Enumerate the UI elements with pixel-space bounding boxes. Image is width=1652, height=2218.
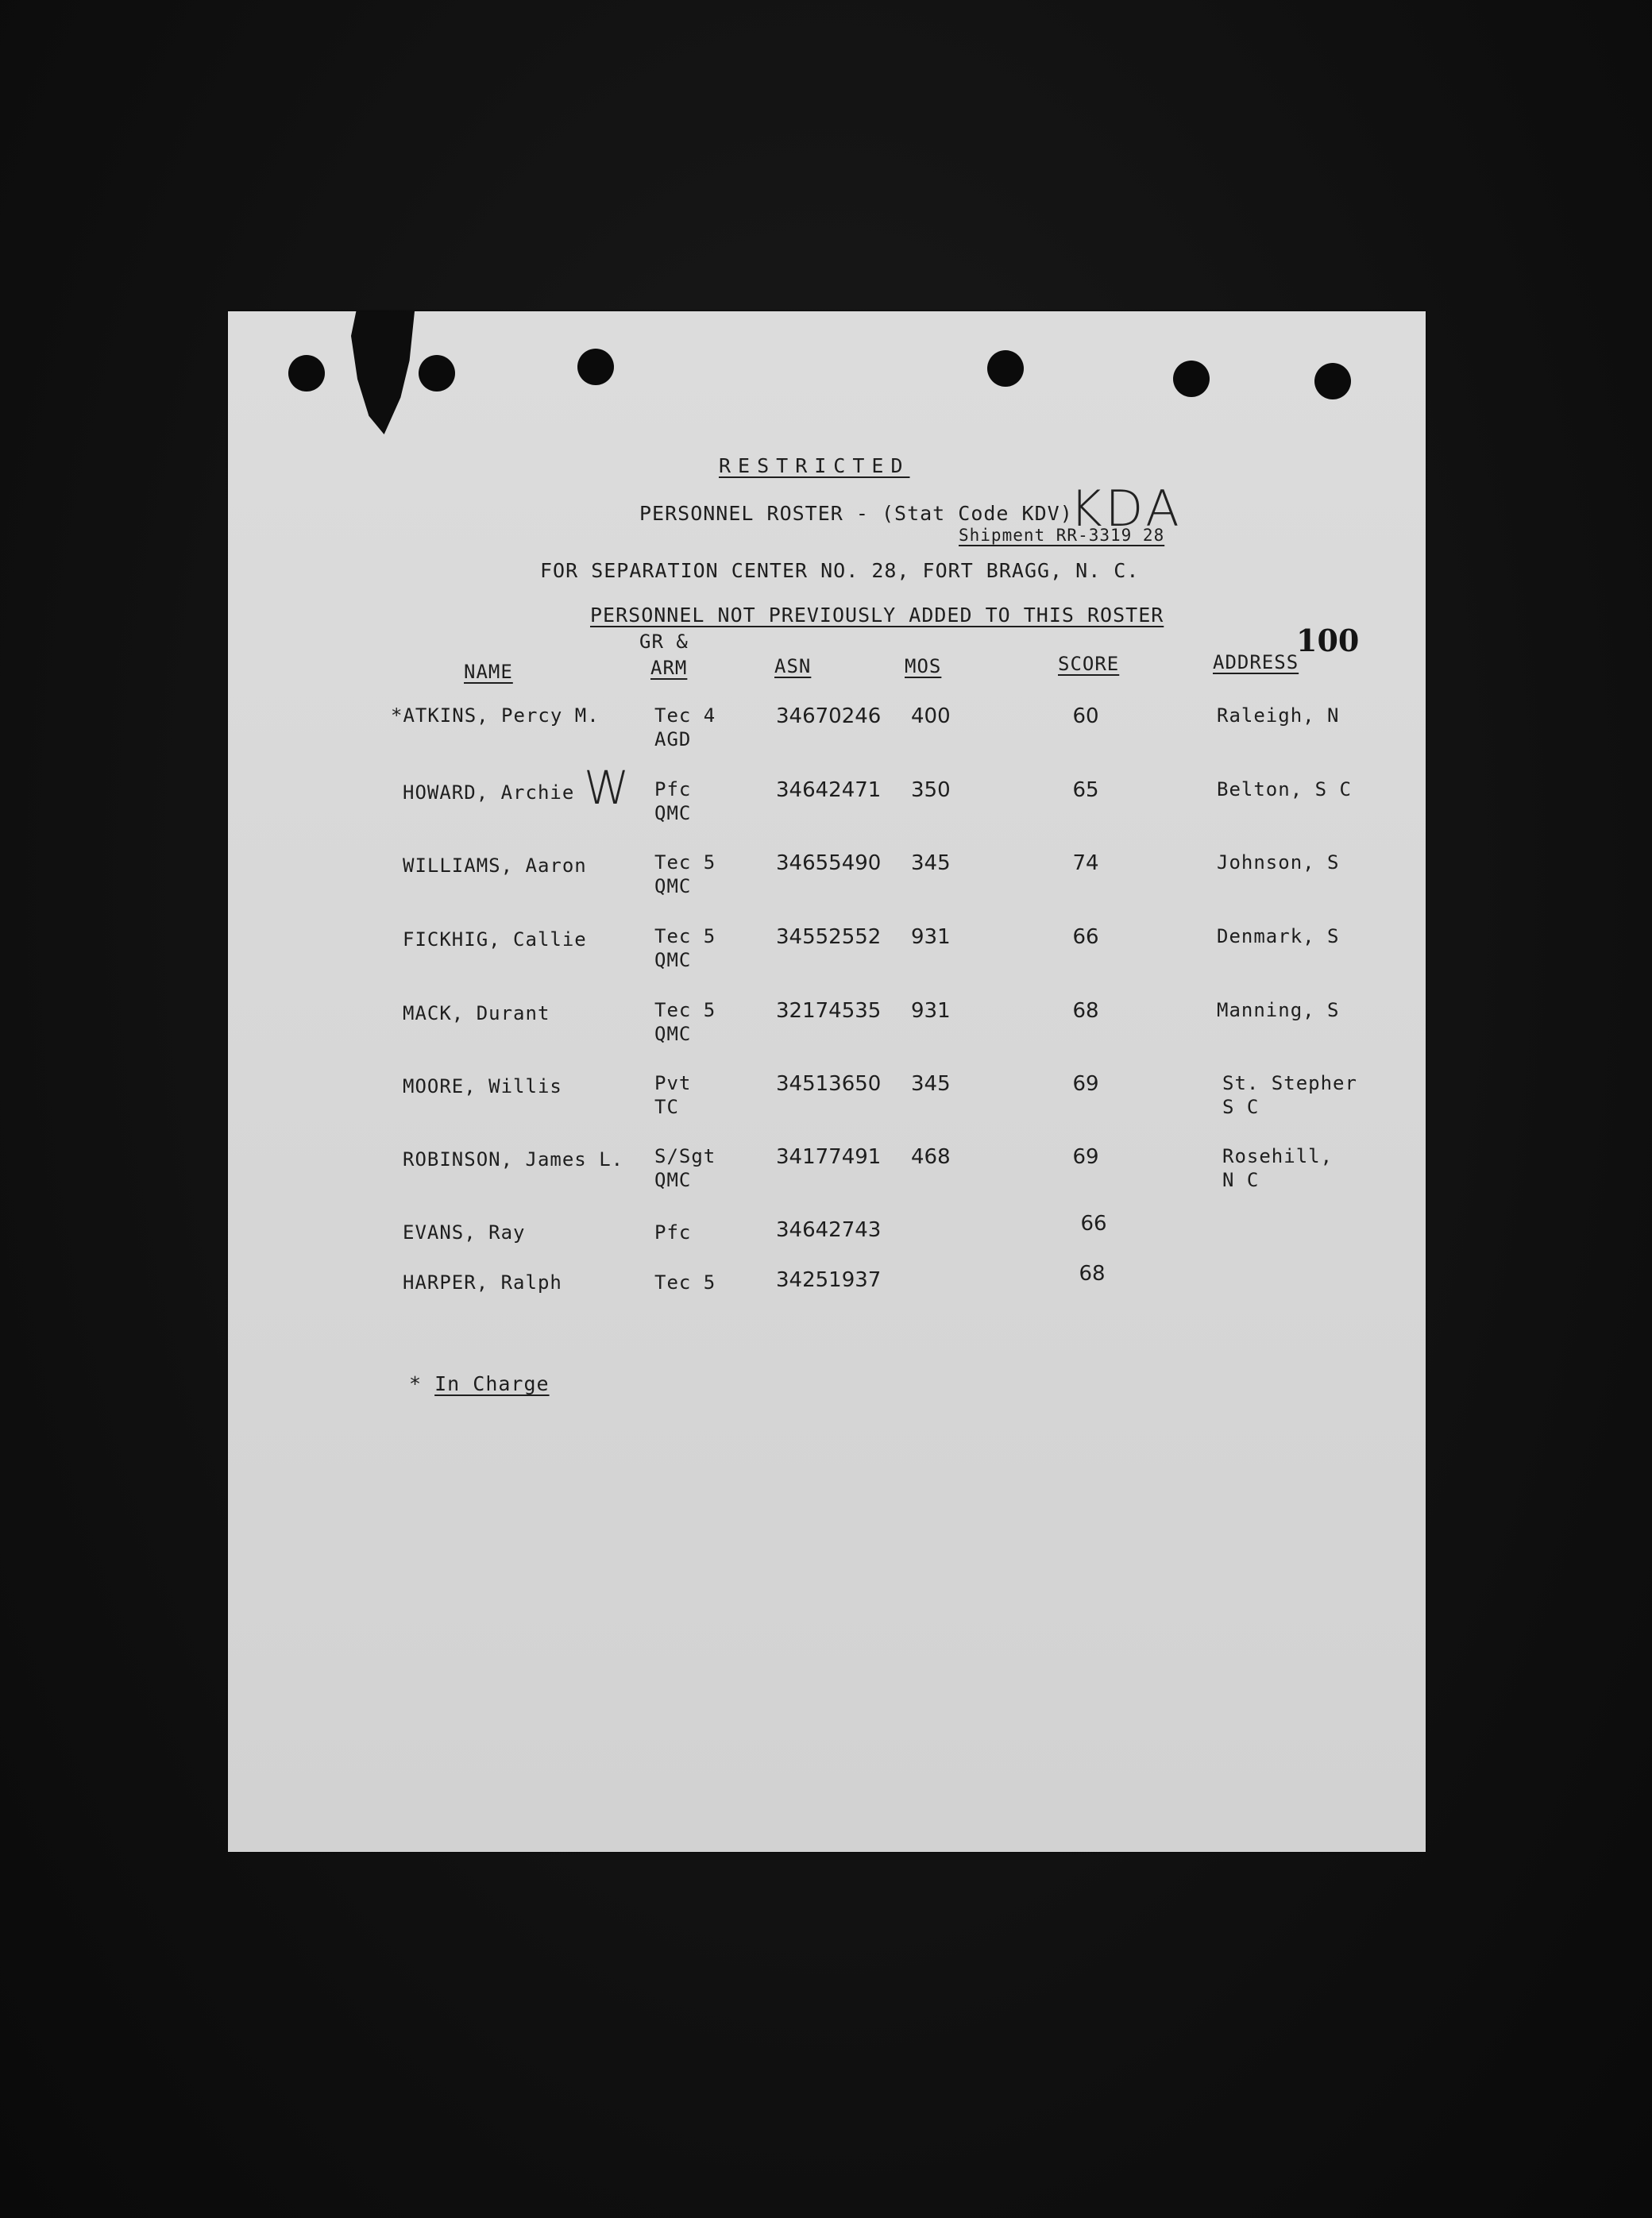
row-score: 66 xyxy=(1072,925,1099,949)
table-row xyxy=(228,851,1426,923)
row-address: Denmark, S xyxy=(1217,925,1340,947)
row-score: 66 xyxy=(1080,1212,1107,1236)
row-name: MOORE, Willis xyxy=(403,1075,562,1097)
row-name: HARPER, Ralph xyxy=(403,1271,562,1294)
column-header-address: ADDRESS xyxy=(1213,651,1299,673)
row-score: 69 xyxy=(1072,1145,1099,1169)
row-address: Manning, S xyxy=(1217,999,1340,1021)
row-score: 69 xyxy=(1072,1072,1099,1096)
column-header-asn: ASN xyxy=(774,655,812,677)
row-asn: 34670246 xyxy=(776,704,882,728)
table-row xyxy=(228,999,1426,1070)
row-score: 68 xyxy=(1079,1262,1106,1286)
column-header-mos: MOS xyxy=(905,655,942,677)
row-asn: 34251937 xyxy=(776,1268,882,1292)
row-address: Rosehill, xyxy=(1222,1145,1334,1167)
roster-title: PERSONNEL ROSTER - (Stat Code KDV) xyxy=(639,502,1073,525)
row-arm: QMC xyxy=(654,949,692,971)
row-arm: QMC xyxy=(654,1169,692,1191)
row-asn: 32174535 xyxy=(776,999,882,1023)
row-name: *ATKINS, Percy M. xyxy=(391,704,600,727)
row-grade: Tec 5 xyxy=(654,925,716,947)
row-name: MACK, Durant xyxy=(403,1002,550,1024)
punch-hole xyxy=(1314,363,1351,399)
row-score: 60 xyxy=(1072,704,1099,728)
tape-mark xyxy=(351,311,415,434)
row-score: 74 xyxy=(1072,851,1099,875)
table-row xyxy=(228,761,1426,850)
column-header-name: NAME xyxy=(464,661,513,683)
row-grade: Pvt xyxy=(654,1072,692,1094)
page-number-stamp: 100 xyxy=(1296,623,1360,658)
roster-subtitle: PERSONNEL NOT PREVIOUSLY ADDED TO THIS ROSTER xyxy=(590,604,1164,627)
row-mos: 350 xyxy=(911,778,951,802)
row-address: Raleigh, N xyxy=(1217,704,1340,727)
row-address: St. Stepher xyxy=(1222,1072,1357,1094)
row-asn: 34642743 xyxy=(776,1218,882,1242)
row-mos: 345 xyxy=(911,851,951,875)
row-address-line2: N C xyxy=(1222,1169,1260,1191)
row-name: HOWARD, Archie xyxy=(403,781,575,804)
row-name: EVANS, Ray xyxy=(403,1221,526,1244)
row-score: 65 xyxy=(1072,778,1099,802)
row-grade: S/Sgt xyxy=(654,1145,716,1167)
row-asn: 34513650 xyxy=(776,1072,882,1096)
row-asn: 34177491 xyxy=(776,1145,882,1169)
table-row xyxy=(228,704,1426,776)
row-arm: AGD xyxy=(654,728,692,750)
column-header-arm: ARM xyxy=(650,657,688,679)
row-name: FICKHIG, Callie xyxy=(403,928,587,951)
row-name: ROBINSON, James L. xyxy=(403,1148,624,1171)
row-address: Belton, S C xyxy=(1217,778,1352,800)
row-arm: QMC xyxy=(654,802,692,824)
row-arm: QMC xyxy=(654,875,692,897)
shipment-number: Shipment RR-3319 28 xyxy=(959,526,1165,545)
footnote xyxy=(409,1372,550,1395)
row-grade: Tec 4 xyxy=(654,704,716,727)
punch-hole xyxy=(577,349,614,385)
row-asn: 34655490 xyxy=(776,851,882,875)
row-mos: 931 xyxy=(911,999,951,1023)
separation-center-line: FOR SEPARATION CENTER NO. 28, FORT BRAGG, N. C. xyxy=(540,559,1140,582)
punch-hole xyxy=(419,355,455,392)
footnote-label: In Charge xyxy=(434,1372,550,1395)
row-name: WILLIAMS, Aaron xyxy=(403,854,587,877)
classification-heading: RESTRICTED xyxy=(719,454,910,477)
column-header-grade-top: GR & xyxy=(639,631,689,653)
row-arm: TC xyxy=(654,1096,679,1118)
row-mos: 400 xyxy=(911,704,951,728)
row-mos: 931 xyxy=(911,925,951,949)
row-grade: Tec 5 xyxy=(654,851,716,874)
row-arm: QMC xyxy=(654,1023,692,1045)
row-address-line2: S C xyxy=(1222,1096,1260,1118)
handwritten-code: KDA xyxy=(1070,480,1183,538)
column-header-score: SCORE xyxy=(1058,653,1120,675)
punch-hole xyxy=(987,350,1024,387)
row-mos: 345 xyxy=(911,1072,951,1096)
table-row xyxy=(228,925,1426,997)
row-grade: Pfc xyxy=(654,1221,692,1244)
roster-page xyxy=(228,311,1426,1852)
table-row xyxy=(228,1145,1426,1217)
row-mos: 468 xyxy=(911,1145,951,1169)
table-row xyxy=(228,1072,1426,1144)
handwritten-mark: W xyxy=(584,761,630,815)
punch-hole xyxy=(1173,361,1210,397)
row-address: Johnson, S xyxy=(1217,851,1340,874)
table-row xyxy=(228,1262,1426,1340)
footnote-text: * In Charge xyxy=(409,1372,550,1395)
row-grade: Tec 5 xyxy=(654,1271,716,1294)
row-grade: Tec 5 xyxy=(654,999,716,1021)
row-asn: 34642471 xyxy=(776,778,882,802)
row-score: 68 xyxy=(1072,999,1099,1023)
row-grade: Pfc xyxy=(654,778,692,800)
row-asn: 34552552 xyxy=(776,925,882,949)
punch-hole xyxy=(288,355,325,392)
